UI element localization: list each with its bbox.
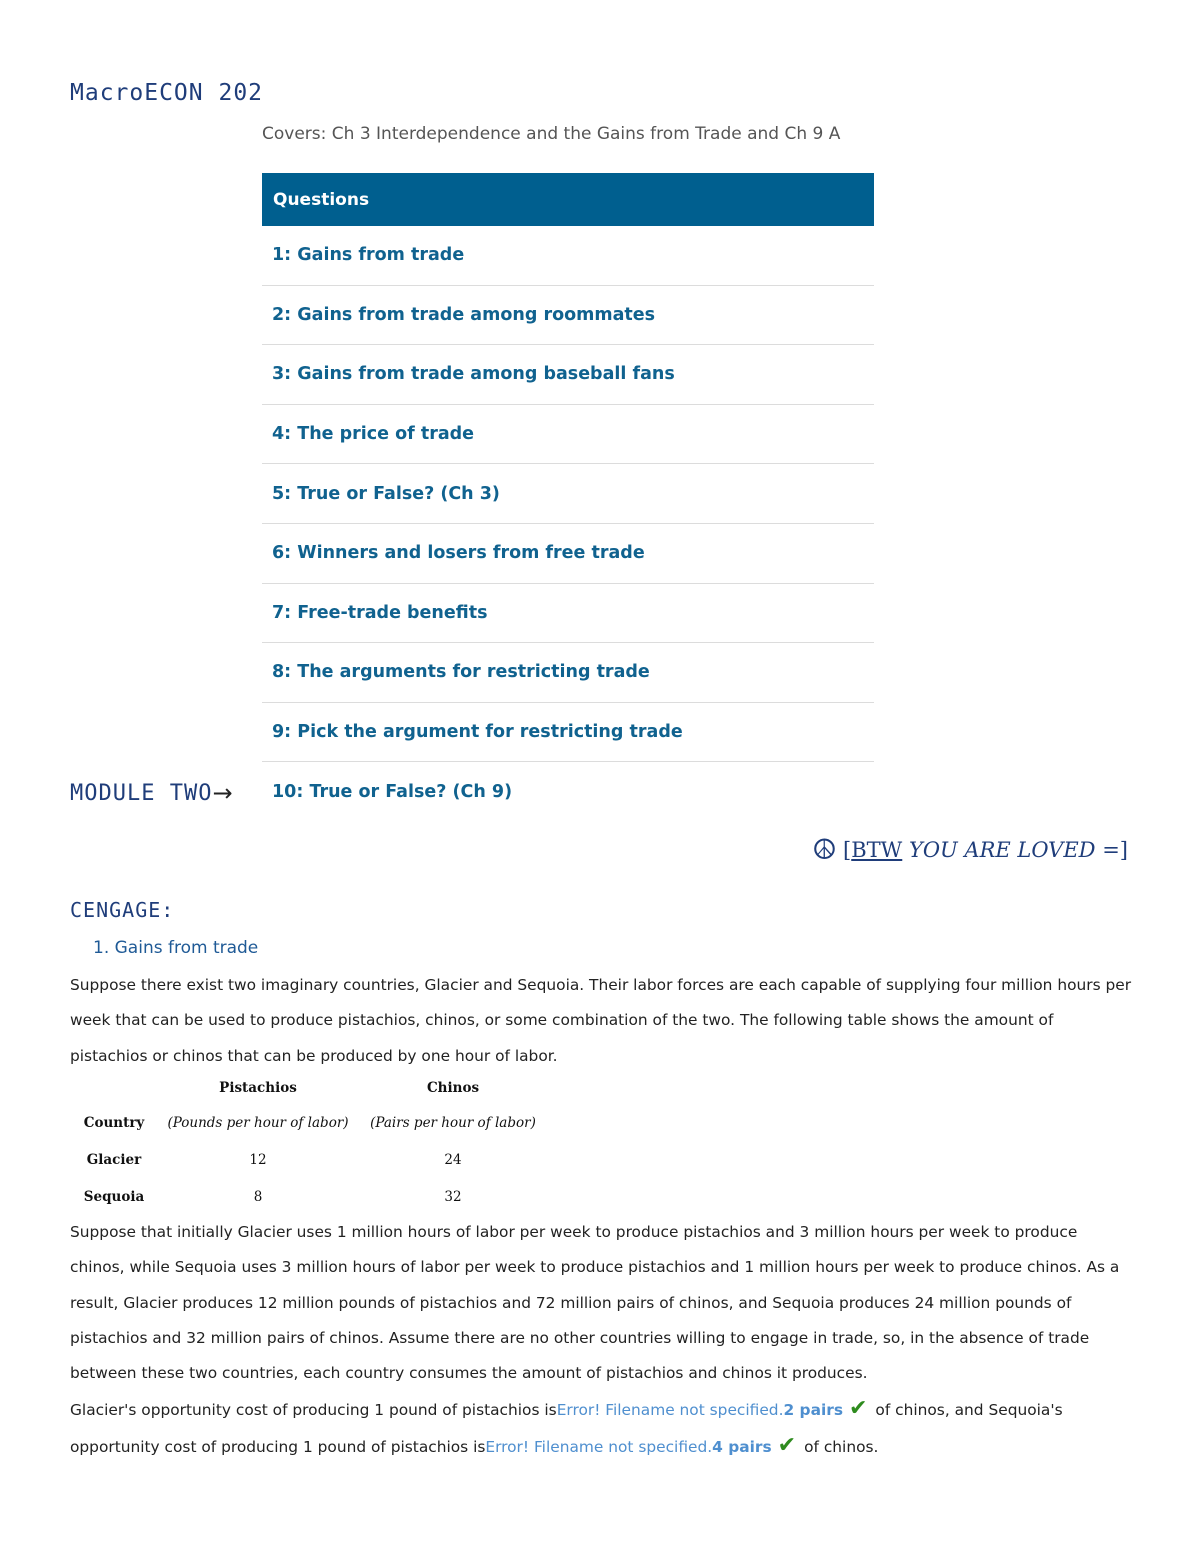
question-link[interactable]: 6: Winners and losers from free trade bbox=[272, 543, 645, 564]
checkmark-icon: ✔ bbox=[848, 1396, 868, 1421]
question-item bbox=[262, 226, 874, 286]
answer2-prefix: opportunity cost of producing 1 pound of pistachios is bbox=[70, 1438, 486, 1457]
table-cell: 32 bbox=[444, 1188, 462, 1205]
question-item bbox=[262, 703, 874, 763]
table-header-cell: Country bbox=[83, 1114, 145, 1131]
question-link[interactable]: 4: The price of trade bbox=[272, 424, 475, 445]
peace-icon: ☮ bbox=[811, 833, 838, 866]
question-item bbox=[262, 464, 874, 524]
module-label bbox=[70, 779, 234, 807]
problem-title: 1. Gains from trade bbox=[93, 938, 259, 958]
table-cell: 8 bbox=[253, 1188, 263, 1205]
table-header-cell: (Pounds per hour of labor) bbox=[167, 1114, 349, 1131]
answer1-prefix: Glacier's opportunity cost of producing 1 pound of pistachios is bbox=[70, 1401, 557, 1419]
answer1-error: Error! Filename not specified. bbox=[556, 1401, 784, 1419]
covers-text: Covers: Ch 3 Interdependence and the Gains from Trade and Ch 9 A bbox=[262, 124, 841, 144]
question-item bbox=[262, 643, 874, 703]
btw-open-bracket: [ bbox=[843, 838, 852, 862]
question-link[interactable]: 5: True or False? (Ch 3) bbox=[272, 483, 500, 504]
question-item bbox=[262, 405, 874, 465]
table-subheader-row bbox=[70, 1104, 548, 1141]
answer1-suffix: of chinos, and Sequoia's bbox=[875, 1401, 1063, 1419]
table-row bbox=[70, 1141, 548, 1178]
question-link[interactable]: 1: Gains from trade bbox=[272, 245, 465, 266]
table-cell: Sequoia bbox=[83, 1188, 145, 1205]
right-arrow-icon: → bbox=[212, 779, 234, 807]
table-cell: 12 bbox=[249, 1151, 267, 1168]
checkmark-icon: ✔ bbox=[777, 1433, 797, 1459]
table-cell: Glacier bbox=[86, 1151, 142, 1168]
btw-message: YOU ARE LOVED bbox=[908, 838, 1096, 862]
question-item bbox=[262, 345, 874, 405]
question-item bbox=[262, 524, 874, 584]
answer2-suffix: of chinos. bbox=[804, 1438, 879, 1457]
table-row bbox=[70, 1178, 548, 1215]
answer2-error: Error! Filename not specified. bbox=[485, 1438, 713, 1457]
question-link[interactable]: 3: Gains from trade among baseball fans bbox=[272, 364, 675, 385]
production-table bbox=[70, 1072, 548, 1215]
problem-answers bbox=[70, 1391, 1132, 1466]
table-header-row bbox=[70, 1072, 548, 1104]
table-header-cell bbox=[70, 1072, 158, 1104]
problem-intro: Suppose there exist two imaginary countries, Glacier and Sequoia. Their labor forces are each capable of supplying four million hours per week that can be used to produce pistachios, chinos, or some combination of the two. The following table shows the amount of pistachios or chinos that can be produced by one hour of labor. bbox=[70, 976, 1132, 1065]
module-label-text: MODULE TWO bbox=[70, 780, 213, 806]
course-title: MacroECON 202 bbox=[70, 80, 264, 106]
question-link[interactable]: 2: Gains from trade among roommates bbox=[272, 304, 656, 325]
table-header-cell: Pistachios bbox=[219, 1080, 297, 1096]
btw-abbr: BTW bbox=[851, 838, 903, 862]
table-header-cell: (Pairs per hour of labor) bbox=[370, 1114, 536, 1131]
question-item bbox=[262, 762, 874, 822]
questions-header: Questions bbox=[262, 173, 874, 226]
btw-note bbox=[811, 833, 1128, 866]
btw-close: =] bbox=[1102, 838, 1128, 862]
question-link[interactable]: 7: Free-trade benefits bbox=[272, 602, 488, 623]
question-item bbox=[262, 584, 874, 644]
answer1-value: 2 pairs bbox=[783, 1401, 843, 1419]
question-link[interactable]: 9: Pick the argument for restricting trade bbox=[272, 722, 683, 743]
answer2-value: 4 pairs bbox=[712, 1438, 772, 1457]
question-link[interactable]: 8: The arguments for restricting trade bbox=[272, 662, 650, 683]
table-cell: 24 bbox=[444, 1151, 462, 1168]
questions-panel bbox=[262, 173, 874, 822]
table-header-cell: Chinos bbox=[426, 1080, 480, 1096]
problem-body: Suppose that initially Glacier uses 1 million hours of labor per week to produce pistachios and 3 million hours per week to produce chinos, while Sequoia uses 3 million hours of labor per week to produce pistachios and 1 million hours per week to produce chinos. As a result, Glacier produces 12 million pounds of pistachios and 72 million pairs of chinos, and Sequoia produces 24 million pounds of pistachios and 32 million pairs of chinos. Assume there are no other countries willing to engage in trade, so, in the absence of trade between these two countries, each country consumes the amount of pistachios and chinos it produces. bbox=[70, 1223, 1120, 1383]
question-item bbox=[262, 286, 874, 346]
questions-list bbox=[262, 226, 874, 822]
section-label: CENGAGE: bbox=[70, 898, 175, 922]
question-link[interactable]: 10: True or False? (Ch 9) bbox=[272, 782, 513, 803]
